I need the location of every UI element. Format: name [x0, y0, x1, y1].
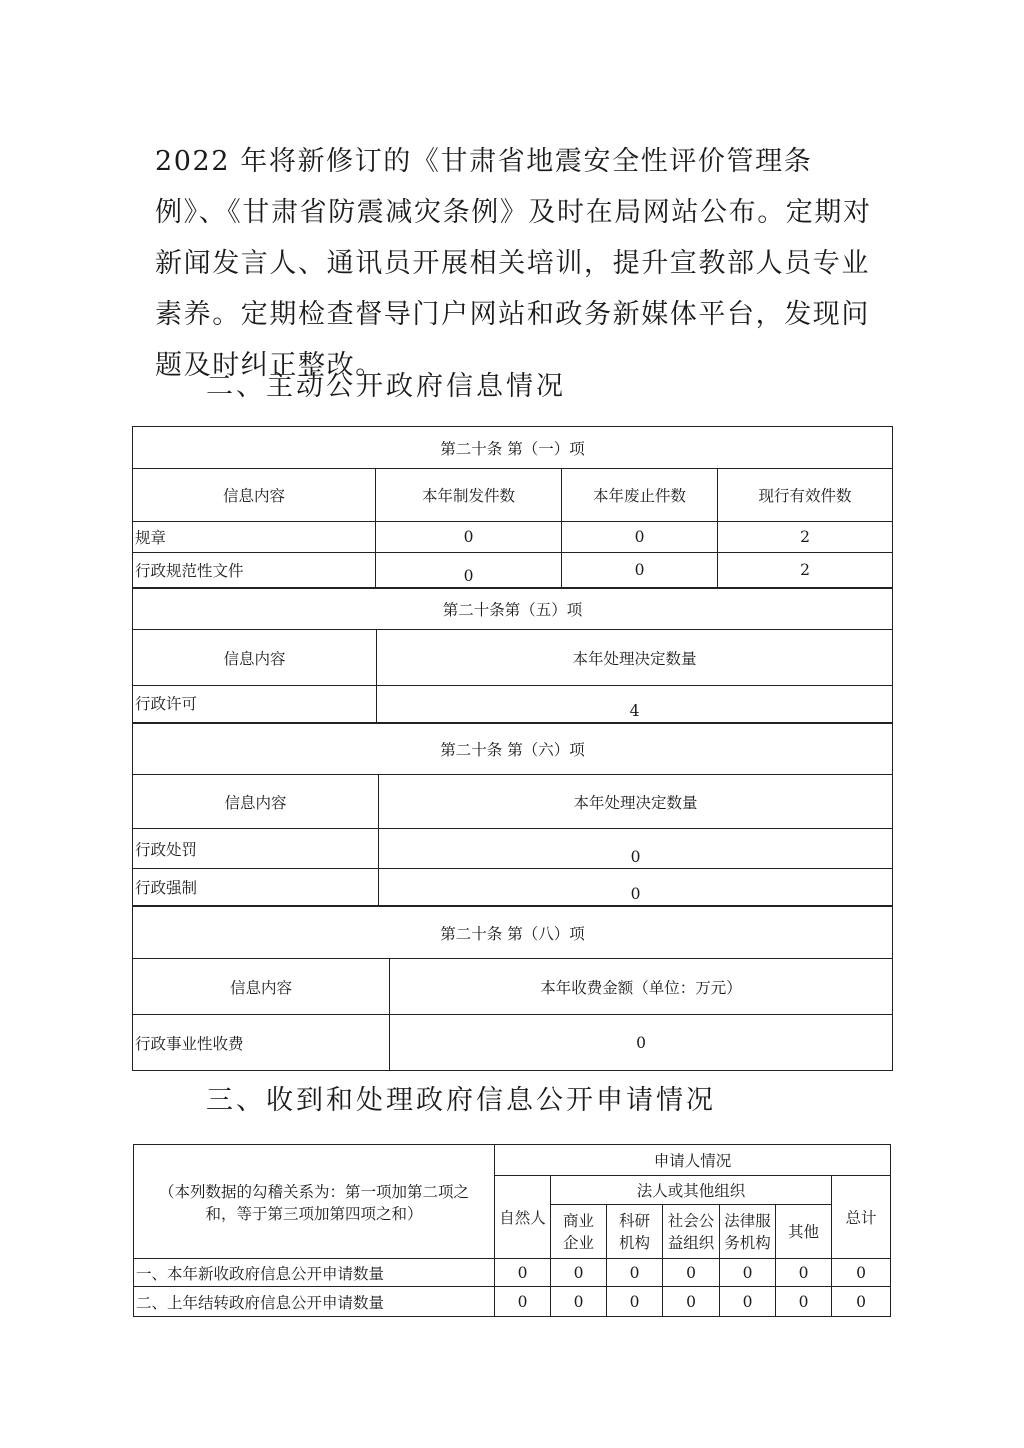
section-title: 第二十条 第（一）项: [133, 427, 893, 469]
section-title: 第二十条 第（八）项: [133, 907, 893, 959]
column-header: 本年收费金额（单位：万元）: [390, 959, 893, 1015]
table-cell: 2: [718, 522, 893, 553]
column-header: 信息内容: [133, 959, 390, 1015]
section-title: 第二十条第（五）项: [133, 589, 893, 630]
table-cell: 0: [832, 1287, 891, 1317]
column-header: 信息内容: [133, 469, 376, 522]
natural-person-header: 自然人: [495, 1176, 551, 1259]
table-cell: 0: [607, 1287, 663, 1317]
row-label: 行政许可: [133, 686, 377, 723]
table-cell: 2: [718, 553, 893, 588]
row-label: 行政强制: [133, 869, 379, 906]
column-header: 本年制发件数: [376, 469, 562, 522]
applicant-header: 申请人情况: [495, 1145, 891, 1176]
section-2-heading: 二、主动公开政府信息情况: [206, 371, 566, 402]
column-header: 本年废止件数: [562, 469, 718, 522]
table-cell: 0: [663, 1259, 720, 1287]
table-cell: 0: [376, 553, 562, 588]
row-label: 一、本年新收政府信息公开申请数量: [134, 1259, 495, 1287]
table-cell: 0: [776, 1287, 832, 1317]
note-line-1: （本列数据的勾稽关系为：第一项加第二项之: [158, 1182, 469, 1201]
table-cell: 0: [720, 1287, 776, 1317]
subheader-legal-service: 法律服 务机构: [720, 1205, 776, 1259]
column-header: 信息内容: [133, 775, 379, 829]
subheader-other: 其他: [776, 1205, 832, 1259]
total-header: 总计: [832, 1176, 891, 1259]
column-header: 本年处理决定数量: [379, 775, 893, 829]
table-cell: 0: [663, 1287, 720, 1317]
column-header: 现行有效件数: [718, 469, 893, 522]
table-cell: 0: [379, 829, 893, 869]
table-cell: 0: [551, 1259, 607, 1287]
table-cell: 0: [776, 1259, 832, 1287]
table-cell: 0: [720, 1259, 776, 1287]
section-title: 第二十条 第（六）项: [133, 724, 893, 775]
note-line-2: 和，等于第三项加第四项之和）: [205, 1204, 423, 1223]
table-cell: 0: [495, 1259, 551, 1287]
subheader-commercial: 商业 企业: [551, 1205, 607, 1259]
column-header: 本年处理决定数量: [377, 630, 893, 686]
column-header: 信息内容: [133, 630, 377, 686]
row-label: 行政事业性收费: [133, 1015, 390, 1071]
table-cell: 0: [551, 1287, 607, 1317]
table-cell: 0: [376, 522, 562, 553]
table-cell: 0: [495, 1287, 551, 1317]
table-cell: 0: [562, 522, 718, 553]
table-cell: 0: [379, 869, 893, 906]
table-cell: 4: [377, 686, 893, 723]
row-label: 规章: [133, 522, 376, 553]
subheader-public-welfare: 社会公 益组织: [663, 1205, 720, 1259]
row-label: 行政处罚: [133, 829, 379, 869]
subheader-research: 科研 机构: [607, 1205, 663, 1259]
row-label: 行政规范性文件: [133, 553, 376, 588]
table-cell: 0: [390, 1015, 893, 1071]
reconciliation-note: [134, 1145, 495, 1259]
proactive-disclosure-table: [132, 426, 892, 1071]
legal-entity-header: 法人或其他组织: [551, 1176, 832, 1205]
table-cell: 0: [562, 553, 718, 588]
table-cell: 0: [832, 1259, 891, 1287]
section-3-heading: 三、收到和处理政府信息公开申请情况: [206, 1085, 716, 1116]
table-cell: 0: [607, 1259, 663, 1287]
requests-table: [133, 1144, 890, 1317]
row-label: 二、上年结转政府信息公开申请数量: [134, 1287, 495, 1317]
intro-paragraph: 2022 年将新修订的《甘肃省地震安全性评价管理条例》、《甘肃省防震减灾条例》及时在局网站公布。定期对新闻发言人、通讯员开展相关培训，提升宣教部人员专业素养。定期检查督导门户网站和政务新媒体平台，发现问题及时纠正整改。: [155, 146, 872, 381]
